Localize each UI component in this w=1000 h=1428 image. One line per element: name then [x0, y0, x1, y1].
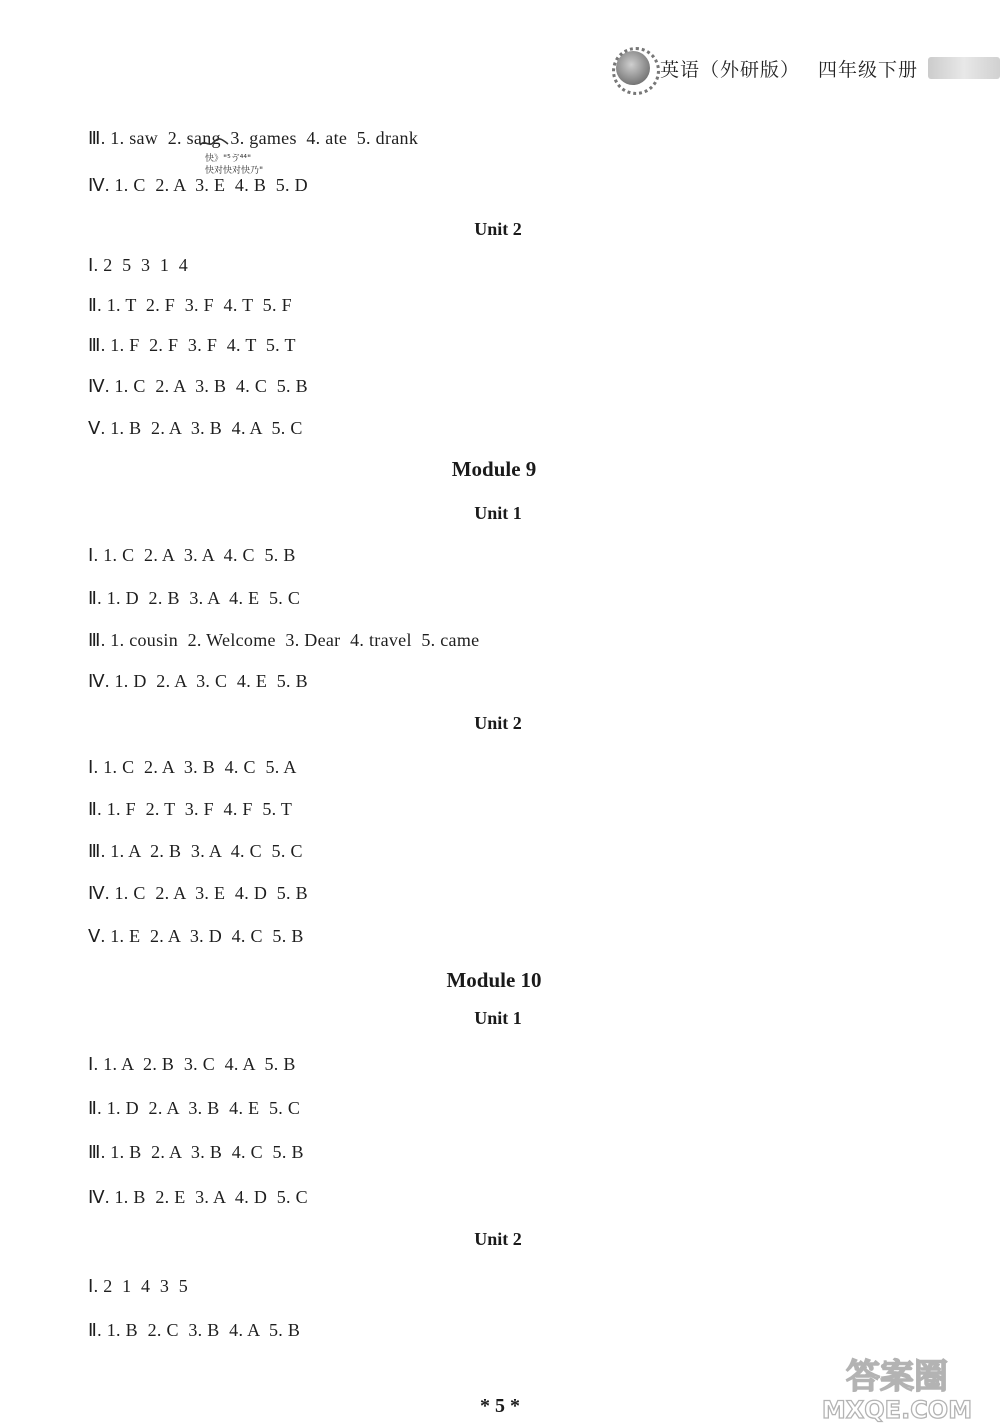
- page-number: * 5 *: [480, 1395, 520, 1417]
- module-heading: Module 10: [446, 968, 542, 992]
- site-watermark-logo: [802, 1350, 992, 1424]
- answer-line: Ⅴ. 1. B 2. A 3. B 4. A 5. C: [88, 418, 303, 438]
- book-title: 英语（外研版）: [659, 59, 800, 81]
- answer-line: Ⅲ. 1. F 2. F 3. F 4. T 5. T: [88, 335, 296, 355]
- answer-line: Ⅳ. 1. C 2. A 3. E 4. D 5. B: [88, 883, 308, 903]
- answer-line: Ⅰ. 1. C 2. A 3. A 4. C 5. B: [88, 545, 296, 565]
- answer-line: Ⅳ. 1. B 2. E 3. A 4. D 5. C: [88, 1187, 308, 1207]
- book-grade: 四年级下册: [817, 59, 918, 81]
- answer-line: Ⅴ. 1. E 2. A 3. D 4. C 5. B: [88, 926, 304, 946]
- answer-line: Ⅱ. 1. T 2. F 3. F 4. T 5. F: [88, 295, 292, 315]
- answer-line: Ⅱ. 1. D 2. A 3. B 4. E 5. C: [88, 1098, 301, 1118]
- answer-line: Ⅱ. 1. B 2. C 3. B 4. A 5. B: [88, 1320, 301, 1340]
- unit-heading: Unit 1: [474, 503, 522, 523]
- watermark-top-text: 答案圈: [846, 1357, 948, 1397]
- unit-heading: Unit 2: [474, 219, 522, 239]
- answer-line: Ⅲ. 1. cousin 2. Welcome 3. Dear 4. travel 5. came: [88, 630, 480, 650]
- answer-line: Ⅰ. 1. A 2. B 3. C 4. A 5. B: [88, 1054, 296, 1074]
- answer-line: Ⅲ. 1. B 2. A 3. B 4. C 5. B: [88, 1142, 304, 1162]
- answer-line: Ⅳ. 1. D 2. A 3. C 4. E 5. B: [88, 671, 308, 691]
- blurred-header-mark: [928, 57, 1000, 79]
- answer-line: Ⅰ. 2 1 4 3 5: [88, 1276, 189, 1296]
- sun-logo-icon: [616, 51, 650, 85]
- answer-line: Ⅱ. 1. F 2. T 3. F 4. F 5. T: [88, 799, 293, 819]
- page-header: [616, 48, 1000, 88]
- module-heading: Module 9: [451, 457, 537, 481]
- answer-line: Ⅰ. 1. C 2. A 3. B 4. C 5. A: [88, 757, 297, 777]
- answer-line: Ⅰ. 2 5 3 1 4: [88, 255, 189, 275]
- unit-heading: Unit 1: [474, 1008, 522, 1028]
- unit-heading: Unit 2: [474, 713, 522, 733]
- handwritten-note: 快》"⁵ゔ⁴⁴" 快对快对快乃": [205, 154, 264, 176]
- unit-heading: Unit 2: [474, 1229, 522, 1249]
- strikethrough-scribble: [199, 137, 229, 149]
- answer-line: Ⅳ. 1. C 2. A 3. B 4. C 5. B: [88, 376, 308, 396]
- answer-line: Ⅱ. 1. D 2. B 3. A 4. E 5. C: [88, 588, 301, 608]
- answer-line: Ⅲ. 1. A 2. B 3. A 4. C 5. C: [88, 841, 303, 861]
- answer-line: Ⅳ. 1. C 2. A 3. E 4. B 5. D: [88, 175, 308, 195]
- answer-line: Ⅲ. 1. saw 2. sang 3. games 4. ate 5. drank: [88, 128, 419, 148]
- watermark-bottom-text: MXQE.COM: [821, 1396, 973, 1424]
